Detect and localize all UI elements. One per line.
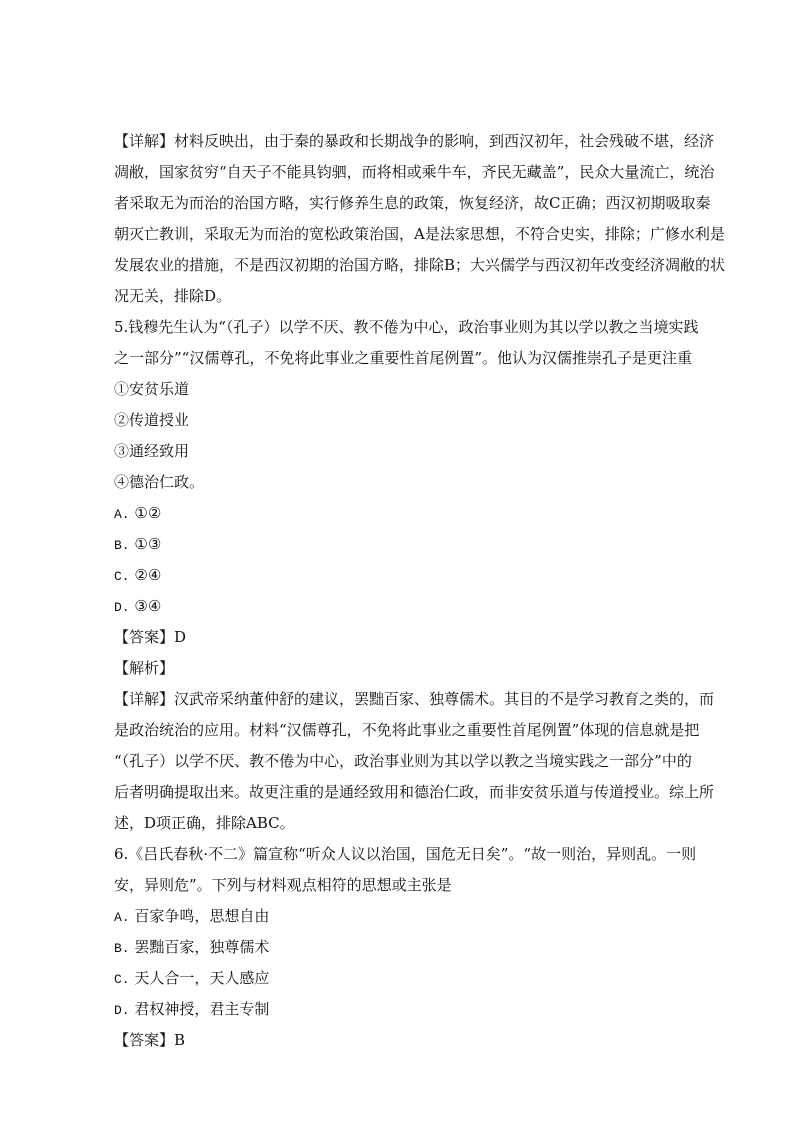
option-label: C. (114, 972, 130, 987)
option-label: D. (114, 1003, 130, 1018)
statement-item: ①安贫乐道 (114, 380, 190, 398)
analysis-heading: 【解析】 (114, 659, 175, 677)
question-stem-line: 之一部分”“汉儒尊孔，不免将此事业之重要性首尾例置”。他认为汉儒推崇孔子是更注重 (114, 349, 693, 367)
option-label: B. (114, 941, 130, 956)
option-d (114, 596, 161, 616)
paragraph-line: 【详解】材料反映出，由于秦的暴政和长期战争的影响，到西汉初年，社会残破不堪，经济 (114, 132, 715, 150)
option-c (114, 565, 161, 585)
detail-line: 是政治统治的应用。材料“汉儒尊孔，不免将此事业之重要性首尾例置”体现的信息就是把 (114, 721, 700, 739)
option-text: ③④ (134, 597, 162, 615)
question-stem-line: 6.《吕氏春秋·不二》篇宣称“听众人议以治国，国危无日矣”。“故一则治，异则乱。一则 (114, 845, 697, 863)
question-stem-line: 5.钱穆先生认为“（孔子）以学不厌、教不倦为中心，政治事业则为其以学以教之当境实践 (114, 318, 699, 336)
detail-line: 【详解】汉武帝采纳董仲舒的建议，罢黜百家、独尊儒术。其目的不是学习教育之类的，而 (114, 690, 715, 708)
option-label: C. (114, 569, 130, 584)
option-text: 君权神授，君主专制 (134, 1000, 270, 1018)
paragraph-line: 朝灭亡教训，采取无为而治的宽松政策治国，A是法家思想，不符合史实，排除；广修水利是 (114, 225, 725, 243)
option-label: A. (114, 507, 130, 522)
option-text: 百家争鸣，思想自由 (134, 907, 270, 925)
option-c (114, 968, 269, 988)
paragraph-line: 发展农业的措施，不是西汉初期的治国方略，排除B；大兴儒学与西汉初年改变经济凋敝的状 (114, 256, 726, 274)
option-text: 天人合一，天人感应 (134, 969, 270, 987)
option-b (114, 534, 161, 554)
option-label: A. (114, 910, 130, 925)
question-stem-line: 安，异则危”。下列与材料观点相符的思想或主张是 (114, 876, 452, 894)
detail-line: 述，D项正确，排除ABC。 (114, 814, 295, 832)
answer-line: 【答案】B (114, 1031, 186, 1049)
statement-item: ③通经致用 (114, 442, 190, 460)
statement-item: ④德治仁政。 (114, 473, 205, 491)
option-a (114, 906, 269, 926)
answer-line: 【答案】D (114, 628, 187, 646)
paragraph-line: 况无关，排除D。 (114, 287, 232, 305)
option-text: ①② (134, 504, 162, 522)
option-label: D. (114, 600, 130, 615)
option-text: ②④ (134, 566, 162, 584)
paragraph-line: 者采取无为而治的治国方略，实行修养生息的政策，恢复经济，故C正确；西汉初期吸取秦 (114, 194, 711, 212)
option-d (114, 999, 269, 1019)
option-text: ①③ (134, 535, 162, 553)
detail-line: “（孔子）以学不厌、教不倦为中心，政治事业则为其以学以教之当境实践之一部分”中的 (114, 752, 692, 770)
statement-item: ②传道授业 (114, 411, 190, 429)
option-a (114, 503, 161, 523)
option-label: B. (114, 538, 130, 553)
option-b (114, 937, 269, 957)
detail-line: 后者明确提取出来。故更注重的是通经致用和德治仁政，而非安贫乐道与传道授业。综上所 (114, 783, 715, 801)
option-text: 罢黜百家，独尊儒术 (134, 938, 270, 956)
paragraph-line: 凋敝，国家贫穷“自天子不能具钧驷，而将相或乘牛车，齐民无藏盖”，民众大量流亡，统治 (114, 163, 715, 181)
